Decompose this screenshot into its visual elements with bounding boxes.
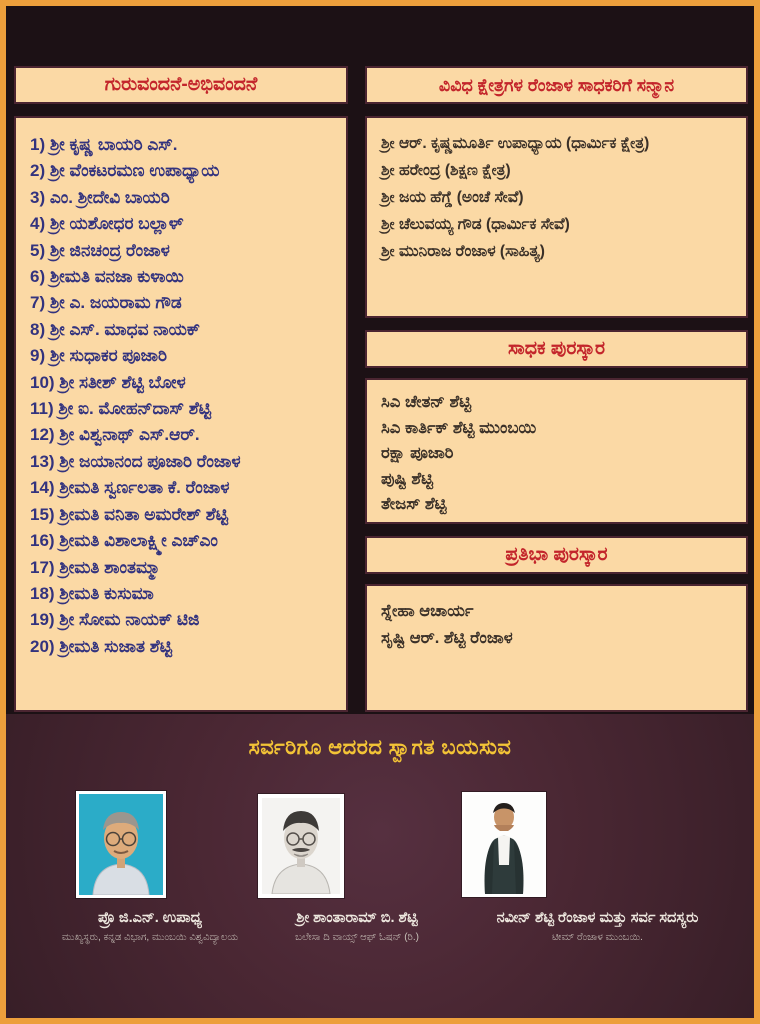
list-item: ಪುಷ್ಟಿ ಶೆಟ್ಟಿ <box>381 469 434 488</box>
list-item: 14) ಶ್ರೀಮತಿ ಸ್ವರ್ಣಲತಾ ಕೆ. ರೆಂಜಾಳ <box>30 478 230 498</box>
list-item: 12) ಶ್ರೀ ವಿಶ್ವನಾಥ್ ಎಸ್.ಆರ್. <box>30 425 200 445</box>
person-photo-2 <box>258 794 344 898</box>
list-item: 13) ಶ್ರೀ ಜಯಾನಂದ ಪೂಜಾರಿ ರೆಂಜಾಳ <box>30 451 241 471</box>
list-item: 18) ಶ್ರೀಮತಿ ಕುಸುಮಾ <box>30 583 154 603</box>
list-item: ಶ್ರೀ ಮುನಿರಾಜ ರೆಂಜಾಳ (ಸಾಹಿತ್ಯ) <box>381 243 545 260</box>
list-item: 6) ಶ್ರೀಮತಿ ವನಜಾ ಕುಳಾಯಿ <box>30 267 184 287</box>
list-item: 2) ಶ್ರೀ ವೆಂಕಟರಮಣ ಉಪಾಧ್ಯಾಯ <box>30 161 220 181</box>
man-grayscale-portrait-image <box>262 798 340 894</box>
list-item: 16) ಶ್ರೀಮತಿ ವಿಶಾಲಾಕ್ಷ್ಮೀ ಎಚ್‌ಎಂ <box>30 531 218 551</box>
person-photo-3 <box>462 792 546 897</box>
person-role: ಮುಖ್ಯಸ್ಥರು, ಕನ್ನಡ ವಿಭಾಗ, ಮುಂಬಯಿ ವಿಶ್ವವಿದ್ಯಾಲಯ <box>61 932 239 943</box>
guru-vandane-list <box>14 116 348 712</box>
list-item: ರಕ್ಷಾ ಪೂಜಾರಿ <box>381 444 454 462</box>
list-item: 3) ಎಂ. ಶ್ರೀದೇವಿ ಬಾಯರಿ <box>30 187 170 207</box>
person-name: ನವೀನ್ ಶೆಟ್ಟಿ ರೆಂಜಾಳ ಮತ್ತು ಸರ್ವ ಸದಸ್ಯರು <box>496 910 699 926</box>
man-glasses-teal-portrait-image <box>79 794 163 895</box>
section-title-sanmana: ವಿವಿಧ ಕ್ಷೇತ್ರಗಳ ರೆಂಜಾಳ ಸಾಧಕರಿಗೆ ಸನ್ಮಾನ <box>365 66 748 104</box>
list-item: 17) ಶ್ರೀಮತಿ ಶಾಂತಮ್ಮಾ <box>30 557 161 577</box>
list-item: ಶ್ರೀ ಹರೇಂದ್ರ (ಶಿಕ್ಷಣ ಕ್ಷೇತ್ರ) <box>381 162 511 179</box>
person-name: ಪ್ರೊ ಜಿ.ಎನ್. ಉಪಾಧ್ಯ <box>98 910 202 926</box>
sadhaka-puraskara-list <box>365 378 748 524</box>
list-item: 1) ಶ್ರೀ ಕೃಷ್ಣ ಬಾಯರಿ ಎಸ್. <box>30 135 178 154</box>
left-panel-title: ಗುರುವಂದನೆ-ಅಭಿವಂದನೆ <box>14 66 348 104</box>
person-role: ಟೀಮ್ ರೆಂಜಾಳ ಮುಂಬಯಿ. <box>552 932 643 943</box>
section-title-pratibha-puraskara: ಪ್ರತಿಭಾ ಪುರಸ್ಕಾರ <box>365 536 748 574</box>
caption-person-3 <box>445 908 750 945</box>
list-item: ಶ್ರೀ ಆರ್. ಕೃಷ್ಣಮೂರ್ತಿ ಉಪಾಧ್ಯಾಯ (ಧಾರ್ಮಿಕ ಕ್ಷೇತ್ರ) <box>381 135 650 152</box>
list-item: 5) ಶ್ರೀ ಜಿನಚಂದ್ರ ರೆಂಜಾಳ <box>30 240 170 260</box>
list-item: 19) ಶ್ರೀ ಸೋಮ ನಾಯಕ್ ಟಿಜಿ <box>30 610 200 630</box>
list-item: ಸಿಎ ಕಾರ್ತಿಕ್ ಶೆಟ್ಟಿ ಮುಂಬಯಿ <box>381 418 537 437</box>
list-item: ಶ್ರೀ ಜಯ ಹೆಗ್ಡೆ (ಅಂಚೆ ಸೇವೆ) <box>381 189 524 206</box>
caption-person-2 <box>252 908 462 945</box>
person-photo-1 <box>76 791 166 898</box>
list-item: 8) ಶ್ರೀ ಎಸ್. ಮಾಧವ ನಾಯಕ್ <box>30 319 201 339</box>
list-item: ತೇಜಸ್ ಶೆಟ್ಟಿ <box>381 495 447 513</box>
person-name: ಶ್ರೀ ಶಾಂತಾರಾಮ್ ಬಿ. ಶೆಟ್ಟಿ <box>296 910 418 926</box>
list-item: 4) ಶ್ರೀ ಯಶೋಧರ ಬಲ್ಲಾಳ್ <box>30 214 184 234</box>
caption-person-1 <box>10 908 290 945</box>
list-item: ಸ್ನೇಹಾ ಆಚಾರ್ಯ <box>381 602 474 620</box>
list-item: 9) ಶ್ರೀ ಸುಧಾಕರ ಪೂಜಾರಿ <box>30 346 168 366</box>
list-item: ಸೃಷ್ಟಿ ಆರ್. ಶೆಟ್ಟಿ ರೆಂಜಾಳ <box>381 629 513 647</box>
list-item: 15) ಶ್ರೀಮತಿ ವನಿತಾ ಅಮರೇಶ್ ಶೆಟ್ಟಿ <box>30 504 229 524</box>
person-role: ಬಲೇಸಾ ದಿ ವಾಯ್ಸ್ ಆಫ್ ಓಷನ್ (ರಿ.) <box>295 932 419 943</box>
pratibha-puraskara-list <box>365 584 748 712</box>
sanmana-list <box>365 116 748 318</box>
list-item: 10) ಶ್ರೀ ಸತೀಶ್ ಶೆಟ್ಟಿ ಬೋಳ <box>30 372 186 392</box>
list-item: ಶ್ರೀ ಚೆಲುವಯ್ಯ ಗೌಡ (ಧಾರ್ಮಿಕ ಸೇವೆ) <box>381 216 570 233</box>
list-item: 7) ಶ್ರೀ ಎ. ಜಯರಾಮ ಗೌಡ <box>30 293 182 313</box>
list-item: ಸಿಎ ಚೇತನ್ ಶೆಟ್ಟಿ <box>381 393 472 411</box>
section-title-sadhaka-puraskara: ಸಾಧಕ ಪುರಸ್ಕಾರ <box>365 330 748 368</box>
welcome-heading: ಸರ್ವರಿಗೂ ಆದರದ ಸ್ವಾಗತ ಬಯಸುವ <box>248 736 512 759</box>
list-item: 11) ಶ್ರೀ ಐ. ಮೋಹನ್‌ದಾಸ್ ಶೆಟ್ಟಿ <box>30 399 212 419</box>
man-dark-suit-standing-image <box>465 795 543 894</box>
list-item: 20) ಶ್ರೀಮತಿ ಸುಜಾತ ಶೆಟ್ಟಿ <box>30 636 173 656</box>
